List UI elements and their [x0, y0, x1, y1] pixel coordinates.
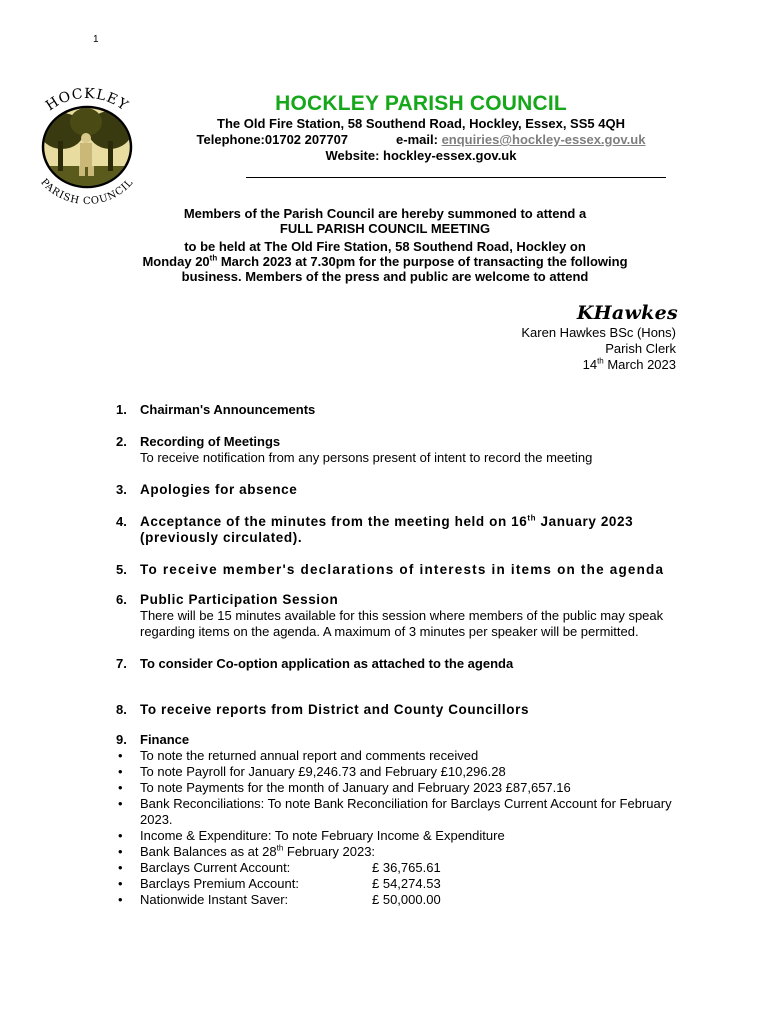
clerk-role: Parish Clerk — [605, 341, 676, 356]
summons-heading — [100, 206, 670, 236]
agenda-item-heading: Finance — [140, 732, 190, 747]
account-balance: £ 50,000.00 — [372, 892, 441, 907]
contact-line — [162, 132, 680, 147]
account-name: Barclays Current Account: — [140, 860, 291, 875]
account-name: Nationwide Instant Saver: — [140, 892, 289, 907]
agenda-item-heading: To consider Co-option application as attached to the agenda — [140, 656, 514, 671]
bank-balance-row — [140, 876, 682, 892]
agenda-item-heading: Public Participation Session — [140, 592, 339, 607]
finance-bullets — [140, 748, 682, 908]
agenda-item-heading: Apologies for absence — [140, 482, 298, 497]
account-balance: £ 54,274.53 — [372, 876, 441, 891]
email-label: e-mail: — [396, 132, 438, 147]
agenda-item: 1. Chairman's Announcements — [116, 402, 682, 418]
agenda-item: 6. Public Participation Session There will be 15 minutes available for this session where members of the public may speak regarding items on the agenda. A maximum of 3 minutes per speaker will be permitted. — [116, 592, 682, 640]
header-divider — [246, 177, 666, 178]
summons-line-4: Monday 20th March 2023 at 7.30pm for the purpose of transacting the following — [142, 253, 628, 269]
meeting-type: FULL PARISH COUNCIL MEETING — [279, 221, 491, 236]
council-address: The Old Fire Station, 58 Southend Road, Hockley, Essex, SS5 4QH — [217, 116, 625, 131]
agenda-list — [116, 402, 682, 924]
agenda-item-heading: Chairman's Announcements — [140, 402, 316, 417]
bank-balance-row — [140, 860, 682, 876]
finance-bullet: • To note Payroll for January £9,246.73 and February £10,296.28 — [140, 764, 682, 780]
finance-bullet: • To note the returned annual report and comments received — [140, 748, 682, 764]
email-link[interactable]: enquiries@hockley-essex.gov.uk — [441, 132, 646, 147]
agenda-item: 4. Acceptance of the minutes from the meeting held on 16th January 2023 (previously circulated). — [116, 514, 682, 546]
summons-line-3: to be held at The Old Fire Station, 58 Southend Road, Hockley on — [184, 239, 586, 254]
agenda-item-heading: Acceptance of the minutes from the meeting held on 16th January 2023 (previously circulated). — [140, 513, 634, 545]
finance-bullet: • Bank Balances as at 28th February 2023: — [140, 844, 682, 860]
agenda-item: 5. To receive member's declarations of interests in items on the agenda — [116, 562, 682, 578]
account-balance: £ 36,765.61 — [372, 860, 441, 875]
logo-top-text: HOCKLEY — [42, 86, 132, 115]
finance-bullet: • Income & Expenditure: To note February Income & Expenditure — [140, 828, 682, 844]
agenda-item-heading: Recording of Meetings — [140, 434, 281, 449]
page-number: 1 — [93, 34, 99, 45]
agenda-item-description: There will be 15 minutes available for this session where members of the public may speak regarding items on the agenda. A maximum of 3 minutes per speaker will be permitted. — [140, 608, 664, 639]
council-crest-logo — [22, 86, 152, 206]
agenda-item: 2. Recording of Meetings To receive notification from any persons present of intent to record the meeting — [116, 434, 682, 466]
telephone: Telephone:01702 207707 — [196, 132, 349, 147]
agenda-item-heading: To receive reports from District and County Councillors — [140, 702, 530, 717]
summons-line-5: business. Members of the press and public are welcome to attend — [181, 269, 589, 284]
clerk-name: Karen Hawkes BSc (Hons) — [521, 325, 676, 340]
agenda-item-description: To receive notification from any persons present of intent to record the meeting — [140, 450, 593, 465]
summons-line-1: Members of the Parish Council are hereby summoned to attend a — [183, 206, 587, 221]
bank-balance-row — [140, 892, 682, 908]
account-name: Barclays Premium Account: — [140, 876, 299, 891]
finance-bullet: • Bank Reconciliations: To note Bank Reconciliation for Barclays Current Account for February 2023. — [140, 796, 682, 828]
logo-bottom-text: PARISH COUNCIL — [38, 176, 136, 206]
council-title: HOCKLEY PARISH COUNCIL — [275, 92, 567, 115]
agenda-item: 3. Apologies for absence — [116, 482, 682, 498]
website: Website: hockley-essex.gov.uk — [325, 148, 517, 163]
agenda-item: 9. Finance • To note the returned annual report and comments received • To note Payroll for January £9,246.73 and February £10,296.28 • To note Payments for the month of January and February 2023 £87,657.16 • Bank Reconciliations: To note Bank Reconciliation for Barclays Current Account for February 2023. • Income & Expenditure: To note February Income & Expenditure • Bank Balances as at 28th February 2023: • Barclays Current Account: £ 36,765.61 • Barclays Premium Account: £ 54,274.53 • Nationwide Instant Saver: £ 50,000.00 — [116, 732, 682, 908]
clerk-block — [521, 325, 676, 373]
summons-details — [100, 239, 670, 284]
clerk-signature: KHawkes — [576, 302, 678, 324]
agenda-item-heading: To receive member's declarations of interests in items on the agenda — [140, 562, 665, 577]
agenda-item: 8. To receive reports from District and County Councillors — [116, 702, 682, 718]
agenda-item: 7. To consider Co-option application as attached to the agenda — [116, 656, 682, 672]
notice-date: 14th March 2023 — [582, 356, 676, 372]
finance-bullet: • To note Payments for the month of January and February 2023 £87,657.16 — [140, 780, 682, 796]
